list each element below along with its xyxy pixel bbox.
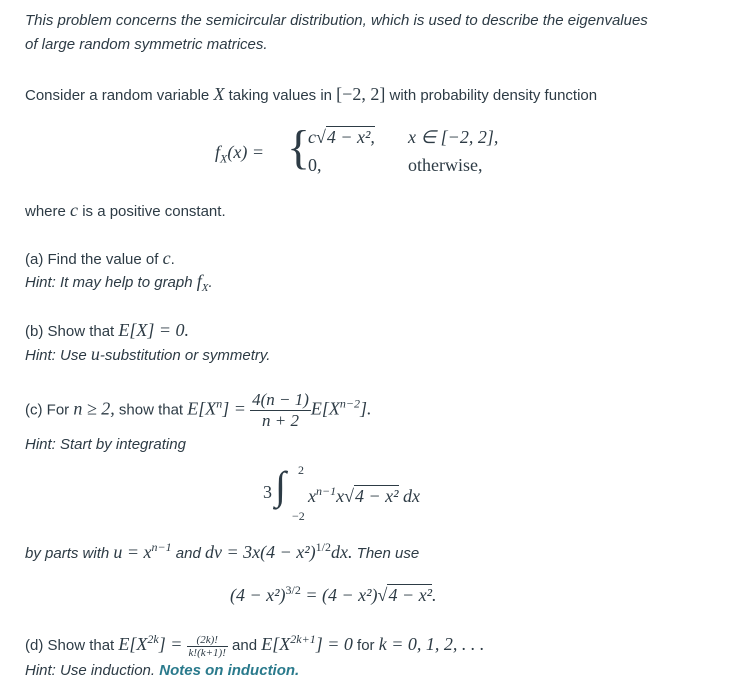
pdf-f: f	[215, 142, 221, 162]
part-d-for: for	[352, 637, 379, 654]
by-parts-u-sup: n−1	[151, 540, 172, 554]
by-parts-and: and	[171, 545, 205, 562]
integral-body	[308, 484, 420, 507]
part-b	[25, 320, 189, 341]
identity-end: .	[431, 585, 437, 605]
identity-sup: 3/2	[285, 583, 301, 597]
by-parts-dv-sup: 1/2	[315, 540, 331, 554]
part-c-frac-num: 4(n − 1)	[252, 390, 309, 409]
part-a-hint-sub: X	[201, 282, 209, 294]
variable-x: X	[213, 84, 225, 104]
part-c-rhs: E[X	[310, 398, 340, 419]
pdf-arg: (x) =	[227, 142, 264, 162]
part-d-text: (d) Show that	[25, 637, 119, 654]
part-d-lhs-end: ] =	[158, 634, 183, 654]
pdf-case-1	[308, 127, 375, 148]
intro-text-2	[25, 36, 268, 53]
pdf-lhs	[215, 142, 264, 167]
part-b-hint	[25, 344, 270, 365]
part-d-hint-text: Hint: Use induction.	[25, 662, 160, 679]
part-b-hint-text: Hint: Use	[25, 347, 91, 364]
integral-sqrt: 4 − x²	[355, 486, 399, 506]
part-c-cond: n ≥ 2,	[73, 398, 115, 419]
integral-dx: dx	[403, 486, 421, 506]
where-sentence	[25, 200, 226, 221]
part-b-text: (b) Show that	[25, 323, 119, 340]
part-d-and: and	[227, 637, 262, 654]
integral-x: x	[308, 486, 316, 506]
pdf-cond-1: x ∈ [−2, 2],	[408, 127, 499, 147]
sqrt-icon: √	[344, 486, 354, 506]
part-d-rhs-sup: 2k+1	[290, 632, 316, 646]
part-b-math: E[X] = 0.	[118, 320, 190, 340]
by-parts-prefix: by parts with	[25, 545, 114, 562]
part-d-hint	[25, 662, 299, 679]
part-a-hint	[25, 271, 213, 294]
part-c-rhs-sup: n−2	[339, 396, 360, 411]
intro-text	[25, 12, 648, 29]
by-parts-then: Then use	[352, 545, 420, 562]
part-a-hint-f: f	[196, 271, 202, 291]
consider-suffix: with probability density function	[385, 87, 598, 104]
by-parts-u: u = x	[113, 542, 152, 562]
part-c-lhs: E[X	[187, 398, 217, 419]
part-a-hint-end: .	[208, 274, 213, 291]
integral-upper: 2	[298, 463, 304, 477]
part-c-text: (c) For	[25, 401, 74, 419]
identity-sqrt: 4 − x²	[388, 585, 432, 605]
part-d-lhs: E[X	[118, 634, 148, 654]
part-d-rhs: E[X	[261, 634, 291, 654]
part-a-end: .	[170, 251, 175, 268]
part-c-frac-den: n + 2	[262, 411, 299, 430]
pdf-sub: X	[220, 151, 228, 166]
part-c-fraction	[250, 390, 311, 431]
part-d-fraction	[187, 634, 228, 659]
by-parts-dv-end: dx.	[331, 542, 353, 562]
pdf-cond-2: otherwise,	[408, 155, 483, 175]
part-a-text: (a) Find the value of	[25, 251, 163, 268]
part-d-lhs-sup: 2k	[147, 632, 159, 646]
intro-line-1: This problem concerns the semicircular distribution, which is used to describe the eigenvalues	[25, 12, 648, 29]
part-c-lhs-end: ] =	[222, 398, 246, 419]
where-suffix: is a positive constant.	[78, 203, 226, 220]
part-c-text2: show that	[114, 401, 188, 419]
brace-icon: {	[287, 121, 311, 174]
integral-sup: n−1	[316, 484, 337, 498]
sqrt-icon: √	[377, 585, 388, 605]
consider-mid: taking values in	[224, 87, 337, 104]
consider-prefix: Consider a random variable	[25, 87, 214, 104]
integral-coef: 3	[263, 482, 272, 502]
part-b-hint-suffix: -substitution or symmetry.	[99, 347, 271, 364]
by-parts-sentence	[25, 540, 419, 563]
part-b-hint-u: u	[90, 344, 100, 364]
integral-x2: x	[336, 486, 345, 506]
part-d-frac-den: k!(k+1)!	[188, 646, 226, 659]
where-prefix: where	[25, 203, 71, 220]
part-c-hint: Hint: Start by integrating	[25, 436, 186, 453]
notes-on-induction-link[interactable]: Notes on induction.	[159, 662, 300, 679]
identity-lhs: (4 − x²)	[230, 585, 286, 605]
pdf-c: c	[308, 127, 316, 147]
part-d	[25, 632, 484, 659]
part-d-frac-num: (2k)!	[187, 634, 228, 647]
pdf-sqrt: 4 − x²,	[326, 127, 375, 147]
consider-sentence	[25, 84, 597, 105]
sqrt-icon: √	[316, 127, 326, 147]
interval: [−2, 2]	[336, 84, 386, 104]
by-parts-dv: dv = 3x(4 − x²)	[205, 542, 316, 562]
part-a-c: c	[162, 248, 171, 268]
identity-mid: = (4 − x²)	[300, 585, 378, 605]
part-a	[25, 248, 175, 269]
part-d-k: k = 0, 1, 2, . . .	[378, 634, 485, 654]
integral-sign-icon: ∫	[275, 463, 286, 508]
pdf-case-2: 0,	[308, 155, 322, 175]
part-a-hint-text: Hint: It may help to graph	[25, 274, 197, 291]
part-d-rhs-end: ] = 0	[315, 634, 353, 654]
part-c-rhs-end: ].	[360, 398, 372, 419]
where-c: c	[70, 200, 79, 220]
identity	[230, 583, 436, 606]
intro-line-2: of large random symmetric matrices.	[25, 36, 268, 53]
part-c	[25, 390, 372, 431]
part-c-lhs-sup: n	[216, 396, 223, 411]
integral-lower: −2	[292, 509, 305, 523]
